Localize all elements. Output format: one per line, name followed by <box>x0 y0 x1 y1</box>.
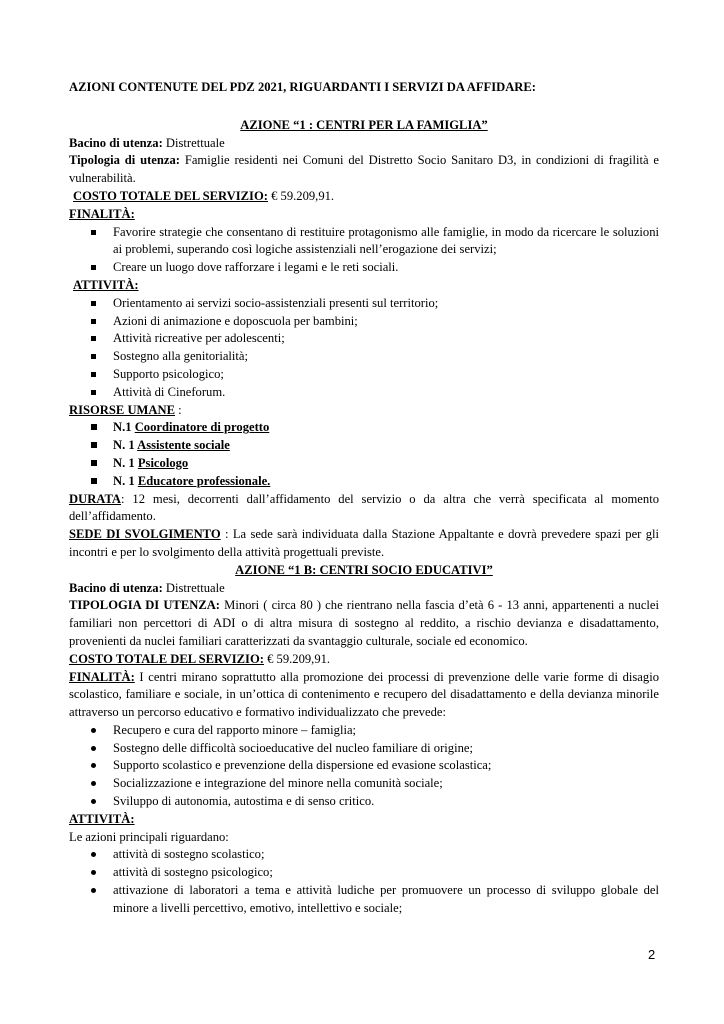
document-body <box>69 79 659 918</box>
azione1-attivita-list <box>69 295 659 402</box>
list-item <box>69 437 659 455</box>
azione1b-bacino <box>69 580 659 598</box>
azione1b-attivita-heading <box>69 811 659 829</box>
azione1-bacino-label: Bacino di utenza: <box>69 135 163 150</box>
azione1b-finalita-label: FINALITÀ: <box>69 669 135 684</box>
azione1b-title: AZIONE “1 B: CENTRI SOCIO EDUCATIVI” <box>235 562 493 577</box>
list-item: Sviluppo di autonomia, autostima e di senso critico. <box>69 793 659 811</box>
risorse-role: Educatore professionale. <box>137 473 271 488</box>
azione1-finalita-list <box>69 224 659 277</box>
risorse-count: N. 1 <box>113 438 138 453</box>
azione1-costo-value: € 59.209,91. <box>267 188 335 203</box>
list-item: Recupero e cura del rapporto minore – famiglia; <box>69 722 659 740</box>
risorse-role: Psicologo <box>137 455 189 470</box>
azione1-durata <box>69 491 659 527</box>
azione1b-finalita <box>69 669 659 722</box>
risorse-count: N. 1 <box>113 455 138 470</box>
azione1b-attivita-list <box>69 846 659 917</box>
azione1-tipologia-value: Famiglie residenti nei Comuni del Distretto Socio Sanitaro D3, in condizioni di fragilità e vulnerabilità. <box>69 153 659 186</box>
azione1b-costo <box>69 651 659 669</box>
azione1b-attivita-intro: Le azioni principali riguardano: <box>69 829 229 844</box>
list-item <box>69 455 659 473</box>
list-item: Attività di Cineforum. <box>69 384 659 402</box>
list-item: Attività ricreative per adolescenti; <box>69 330 659 348</box>
azione1b-attivita-label: ATTIVITÀ: <box>69 811 135 826</box>
azione1b-bacino-label: Bacino di utenza: <box>69 580 163 595</box>
document-heading: AZIONI CONTENUTE DEL PDZ 2021, RIGUARDANTI I SERVIZI DA AFFIDARE: <box>69 80 536 94</box>
azione1b-costo-value: € 59.209,91. <box>263 651 331 666</box>
azione1-attivita-label: ATTIVITÀ: <box>73 277 139 292</box>
list-item: Sostegno delle difficoltà socioeducative del nucleo familiare di origine; <box>69 740 659 758</box>
azione1b-finalita-value: I centri mirano soprattutto alla promozione dei processi di prevenzione delle varie forme di disagio scolastico, familiare e sociale, in un’ottica di contenimento e recupero del disadattamento e della devianza minorile attraverso un percorso educativo e formativo individualizzato che prevede: <box>69 669 659 720</box>
azione1-tipologia-label: Tipologia di utenza: <box>69 153 180 168</box>
azione1b-finalita-list <box>69 722 659 811</box>
page-number: 2 <box>648 947 656 962</box>
azione1-sede-label: SEDE DI SVOLGIMENTO <box>69 527 221 542</box>
azione1-bacino <box>69 135 659 153</box>
list-item: Creare un luogo dove rafforzare i legami e le reti sociali. <box>69 259 659 277</box>
azione1b-tipologia-label: TIPOLOGIA DI UTENZA: <box>69 598 221 613</box>
list-item: attività di sostegno psicologico; <box>69 864 659 882</box>
azione1b-tipologia-value: Minori ( circa 80 ) che rientrano nella fascia d’età 6 - 13 anni, appartenenti a nuclei familiari non percettori di ADI o di altra misura di sostegno al reddito, a rischio devianza e disadattamento, provenienti da nuclei familiari caratterizzati da svantaggio culturale, sociale ed economico. <box>69 598 659 648</box>
azione1-durata-value: : 12 mesi, decorrenti dall’affidamento del servizio o da altra che verrà specificata al momento dell’affidamento. <box>69 491 659 524</box>
azione1-costo-label: COSTO TOTALE DEL SERVIZIO: <box>73 188 268 203</box>
azione1-risorse-colon: : <box>175 402 182 417</box>
list-item <box>69 419 659 437</box>
azione1-risorse-label: RISORSE UMANE <box>69 402 176 417</box>
list-item: Favorire strategie che consentano di restituire protagonismo alle famiglie, in modo da ricercare le soluzioni ai problemi, superando così logiche assistenziali nell’erogazione dei servizi; <box>69 224 659 260</box>
risorse-role: Coordinatore di progetto <box>134 420 270 435</box>
list-item <box>69 473 659 491</box>
azione1-sede-value: : La sede sarà individuata dalla Stazione Appaltante e dovrà prevedere spazi per gli incontri e per lo svolgimento della attività progettuali previste. <box>69 527 659 559</box>
azione1-finalita-label: FINALITÀ: <box>69 206 135 221</box>
list-item: attivazione di laboratori a tema e attività ludiche per promuovere un processo di sviluppo globale del minore a livelli percettivo, emotivo, intellettivo e sociale; <box>69 882 659 918</box>
list-item: Azioni di animazione e doposcuola per bambini; <box>69 313 659 331</box>
azione1-tipologia <box>69 152 659 188</box>
list-item: Supporto scolastico e prevenzione della dispersione ed evasione scolastica; <box>69 757 659 775</box>
risorse-count: N.1 <box>113 420 135 435</box>
azione1-bacino-value: Distrettuale <box>162 135 225 150</box>
azione1-risorse-heading <box>69 402 659 420</box>
list-item: Sostegno alla genitorialità; <box>69 348 659 366</box>
list-item: Socializzazione e integrazione del minore nella comunità sociale; <box>69 775 659 793</box>
list-item: Supporto psicologico; <box>69 366 659 384</box>
azione1b-costo-label: COSTO TOTALE DEL SERVIZIO: <box>69 651 264 666</box>
risorse-count: N. 1 <box>113 473 138 488</box>
list-item: attività di sostegno scolastico; <box>69 846 659 864</box>
azione1-costo <box>69 188 659 206</box>
azione1-title: AZIONE “1 : CENTRI PER LA FAMIGLIA” <box>240 117 488 132</box>
list-item: Orientamento ai servizi socio-assistenziali presenti sul territorio; <box>69 295 659 313</box>
azione1-risorse-list <box>69 419 659 490</box>
risorse-role: Assistente sociale <box>137 438 230 453</box>
azione1-sede <box>69 526 659 562</box>
azione1-finalita-heading <box>69 206 659 224</box>
azione1-durata-label: DURATA <box>69 491 122 506</box>
azione1b-bacino-value: Distrettuale <box>162 580 225 595</box>
azione1b-tipologia <box>69 597 659 650</box>
azione1-attivita-heading <box>69 277 659 295</box>
